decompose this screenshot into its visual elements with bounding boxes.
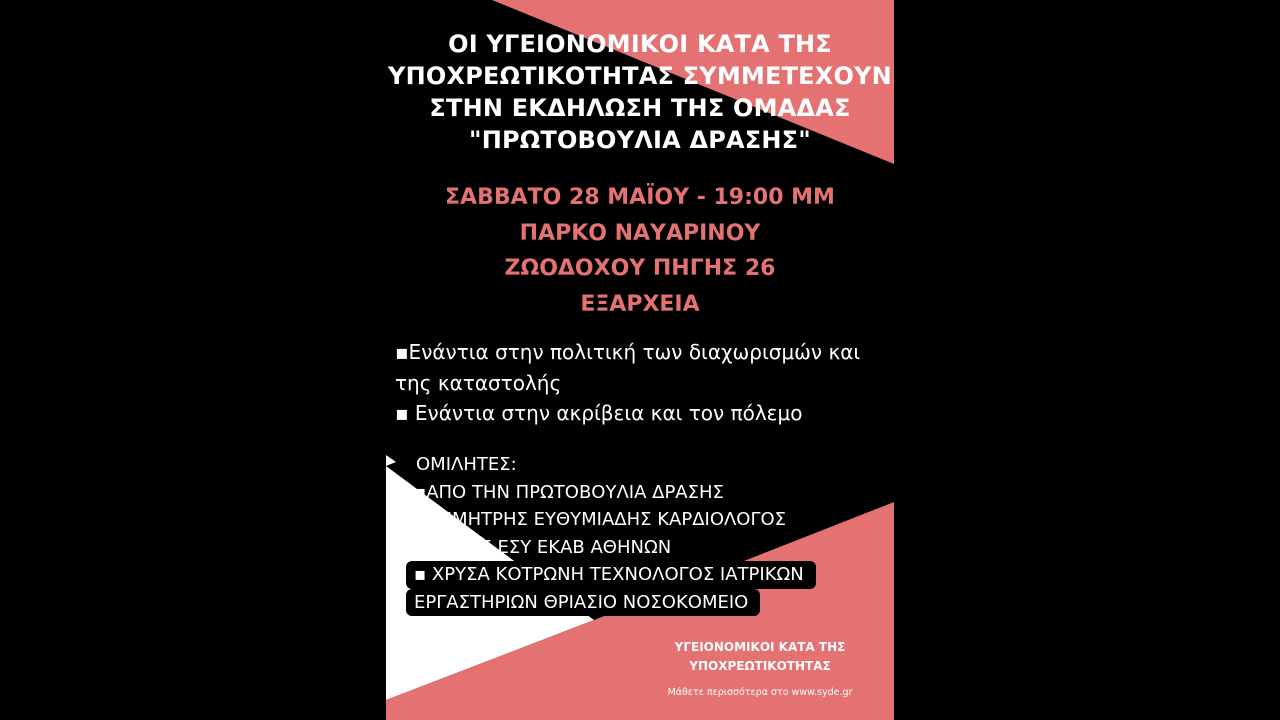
footer-line-2: ΥΠΟΧΡΕΩΤΙΚΟΤΗΤΑΣ: [689, 659, 831, 673]
title-line-2: ΥΠΟΧΡΕΩΤΙΚΟΤΗΤΑΣ ΣΥΜΜΕΤΕΧΟΥΝ: [388, 62, 892, 90]
footer-line-1: ΥΓΕΙΟΝΟΜΙΚΟΙ ΚΑΤΑ ΤΗΣ: [674, 640, 846, 654]
title-line-4: "ΠΡΩΤΟΒΟΥΛΙΑ ΔΡΑΣΗΣ": [469, 126, 811, 154]
event-street: ΖΩΟΔΟΧΟΥ ΠΗΓΗΣ 26: [504, 256, 776, 281]
speaker-highlight-row-2: [406, 589, 816, 617]
speaker-line-1: ▪ΑΠΟ ΤΗΝ ΠΡΩΤΟΒΟΥΛΙΑ ΔΡΑΣΗΣ: [414, 481, 724, 503]
event-area: ΕΞΑΡΧΕΙΑ: [580, 291, 700, 317]
event-details: [386, 180, 894, 322]
speaker-line-5: ΕΡΓΑΣΤΗΡΙΩΝ ΘΡΙΑΣΙΟ ΝΟΣΟΚΟΜΕΙΟ: [406, 589, 760, 617]
title-line-1: ΟΙ ΥΓΕΙΟΝΟΜΙΚΟΙ ΚΑΤΑ ΤΗΣ: [448, 30, 832, 58]
title-line-3: ΣΤΗΝ ΕΚΔΗΛΩΣΗ ΤΗΣ ΟΜΑΔΑΣ: [429, 94, 851, 122]
bottom-white-shape: [386, 455, 396, 466]
poster-footer: [640, 638, 880, 676]
event-venue: ΠΑΡΚΟ ΝΑΥΑΡΙΝΟΥ: [519, 220, 761, 246]
speaker-line-2: ▪ΔΗΜΗΤΡΗΣ ΕΥΘΥΜΙΑΔΗΣ ΚΑΡΔΙΟΛΟΓΟΣ: [414, 509, 787, 530]
poster-title: [386, 28, 894, 156]
footer-website-link: Μάθετε περισσότερα στο www.syde.gr: [667, 687, 853, 698]
speaker-line-4: ▪ ΧΡΥΣΑ ΚΟΤΡΩΝΗ ΤΕΧΝΟΛΟΓΟΣ ΙΑΤΡΙΚΩΝ: [406, 561, 816, 589]
event-poster: [386, 0, 894, 720]
event-datetime: ΣΑΒΒΑΤΟ 28 ΜΑΪΟΥ - 19:00 ΜΜ: [445, 185, 835, 210]
speaker-highlight-row-1: [406, 561, 816, 589]
bullet-point-2: ▪ Ενάντια στην ακρίβεια και τον πόλεμο: [395, 401, 803, 425]
bullet-point-1: ▪Ενάντια στην πολιτική των διαχωρισμών και: [395, 340, 861, 364]
speaker-line-3: Δ/ΝΤΗΣ ΕΣΥ ΕΚΑΒ ΑΘΗΝΩΝ: [424, 536, 672, 558]
speakers-heading: ΟΜΙΛΗΤΕΣ:: [416, 454, 517, 475]
bullet-points: [395, 337, 890, 429]
speakers-block: [414, 451, 816, 616]
bullet-point-1-cont: της καταστολής: [395, 370, 562, 395]
